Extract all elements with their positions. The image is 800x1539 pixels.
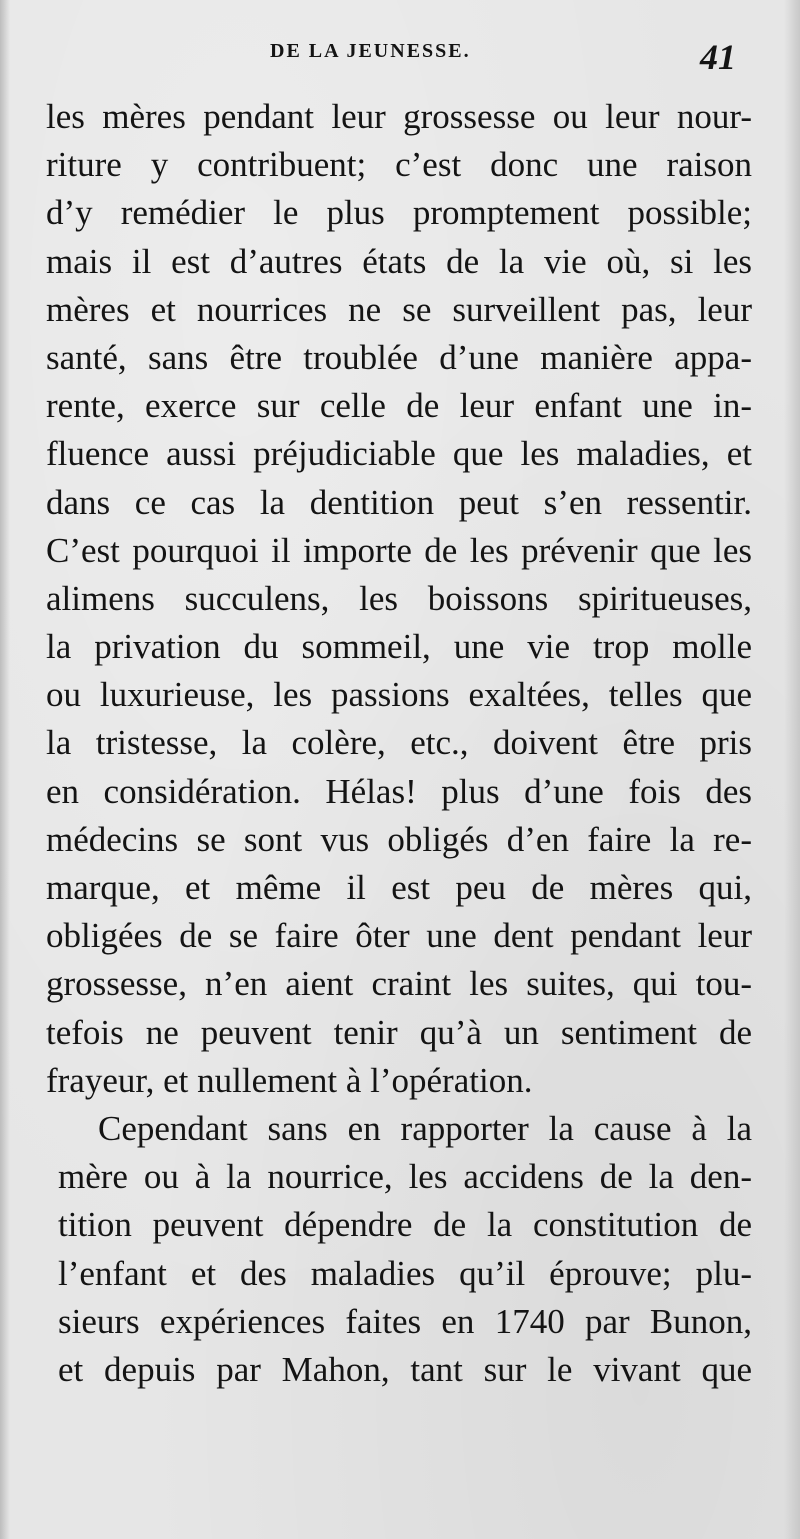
text-line: tefois ne peuvent tenir qu’à un sentiment de bbox=[46, 1012, 752, 1052]
page-left-edge-shadow bbox=[0, 0, 10, 1539]
text-line: d’y remédier le plus promptement possible; bbox=[46, 193, 752, 233]
text-line: dans ce cas la dentition peut s’en ressentir. bbox=[46, 482, 752, 522]
text-line: obligées de se faire ôter une dent pendant leur bbox=[46, 916, 752, 956]
text-line: frayeur, et nullement à l’opération. bbox=[46, 1060, 533, 1100]
text-line: médecins se sont vus obligés d’en faire la re- bbox=[46, 819, 752, 859]
text-line: riture y contribuent; c’est donc une raison bbox=[46, 145, 752, 185]
text-line: et depuis par Mahon, tant sur le vivant que bbox=[58, 1349, 752, 1389]
text-line: alimens succulens, les boissons spiritueuses, bbox=[46, 578, 752, 618]
text-line: rente, exerce sur celle de leur enfant une in- bbox=[46, 386, 752, 426]
text-line: la tristesse, la colère, etc., doivent être pris bbox=[46, 723, 752, 763]
text-line: mais il est d’autres états de la vie où, si les bbox=[46, 241, 752, 281]
text-line: mère ou à la nourrice, les accidens de la den- bbox=[58, 1157, 752, 1197]
body-text bbox=[46, 93, 752, 1394]
paragraph-1 bbox=[46, 93, 752, 1105]
text-line: C’est pourquoi il importe de les prévenir que les bbox=[46, 530, 752, 570]
text-line: grossesse, n’en aient craint les suites, qui tou- bbox=[46, 964, 752, 1004]
text-line: l’enfant et des maladies qu’il éprouve; plu- bbox=[58, 1253, 752, 1293]
text-line: mères et nourrices ne se surveillent pas, leur bbox=[46, 289, 752, 329]
text-line: la privation du sommeil, une vie trop molle bbox=[46, 627, 752, 667]
text-line: santé, sans être troublée d’une manière appa- bbox=[46, 337, 752, 377]
text-line: ou luxurieuse, les passions exaltées, telles que bbox=[46, 675, 752, 715]
text-line: en considération. Hélas! plus d’une fois des bbox=[46, 771, 752, 811]
paragraph-2 bbox=[46, 1105, 752, 1394]
running-title: DE LA JEUNESSE. bbox=[270, 40, 471, 62]
text-line: fluence aussi préjudiciable que les maladies, et bbox=[46, 434, 752, 474]
page-number: 41 bbox=[700, 37, 736, 77]
text-line: sieurs expériences faites en 1740 par Bunon, bbox=[58, 1301, 752, 1341]
text-line: Cependant sans en rapporter la cause à la bbox=[98, 1108, 752, 1148]
text-line: les mères pendant leur grossesse ou leur nour- bbox=[46, 97, 752, 136]
text-line: marque, et même il est peu de mères qui, bbox=[46, 868, 752, 907]
page-right-edge-shadow bbox=[784, 0, 800, 1539]
text-line: tition peuvent dépendre de la constitution de bbox=[58, 1205, 752, 1245]
